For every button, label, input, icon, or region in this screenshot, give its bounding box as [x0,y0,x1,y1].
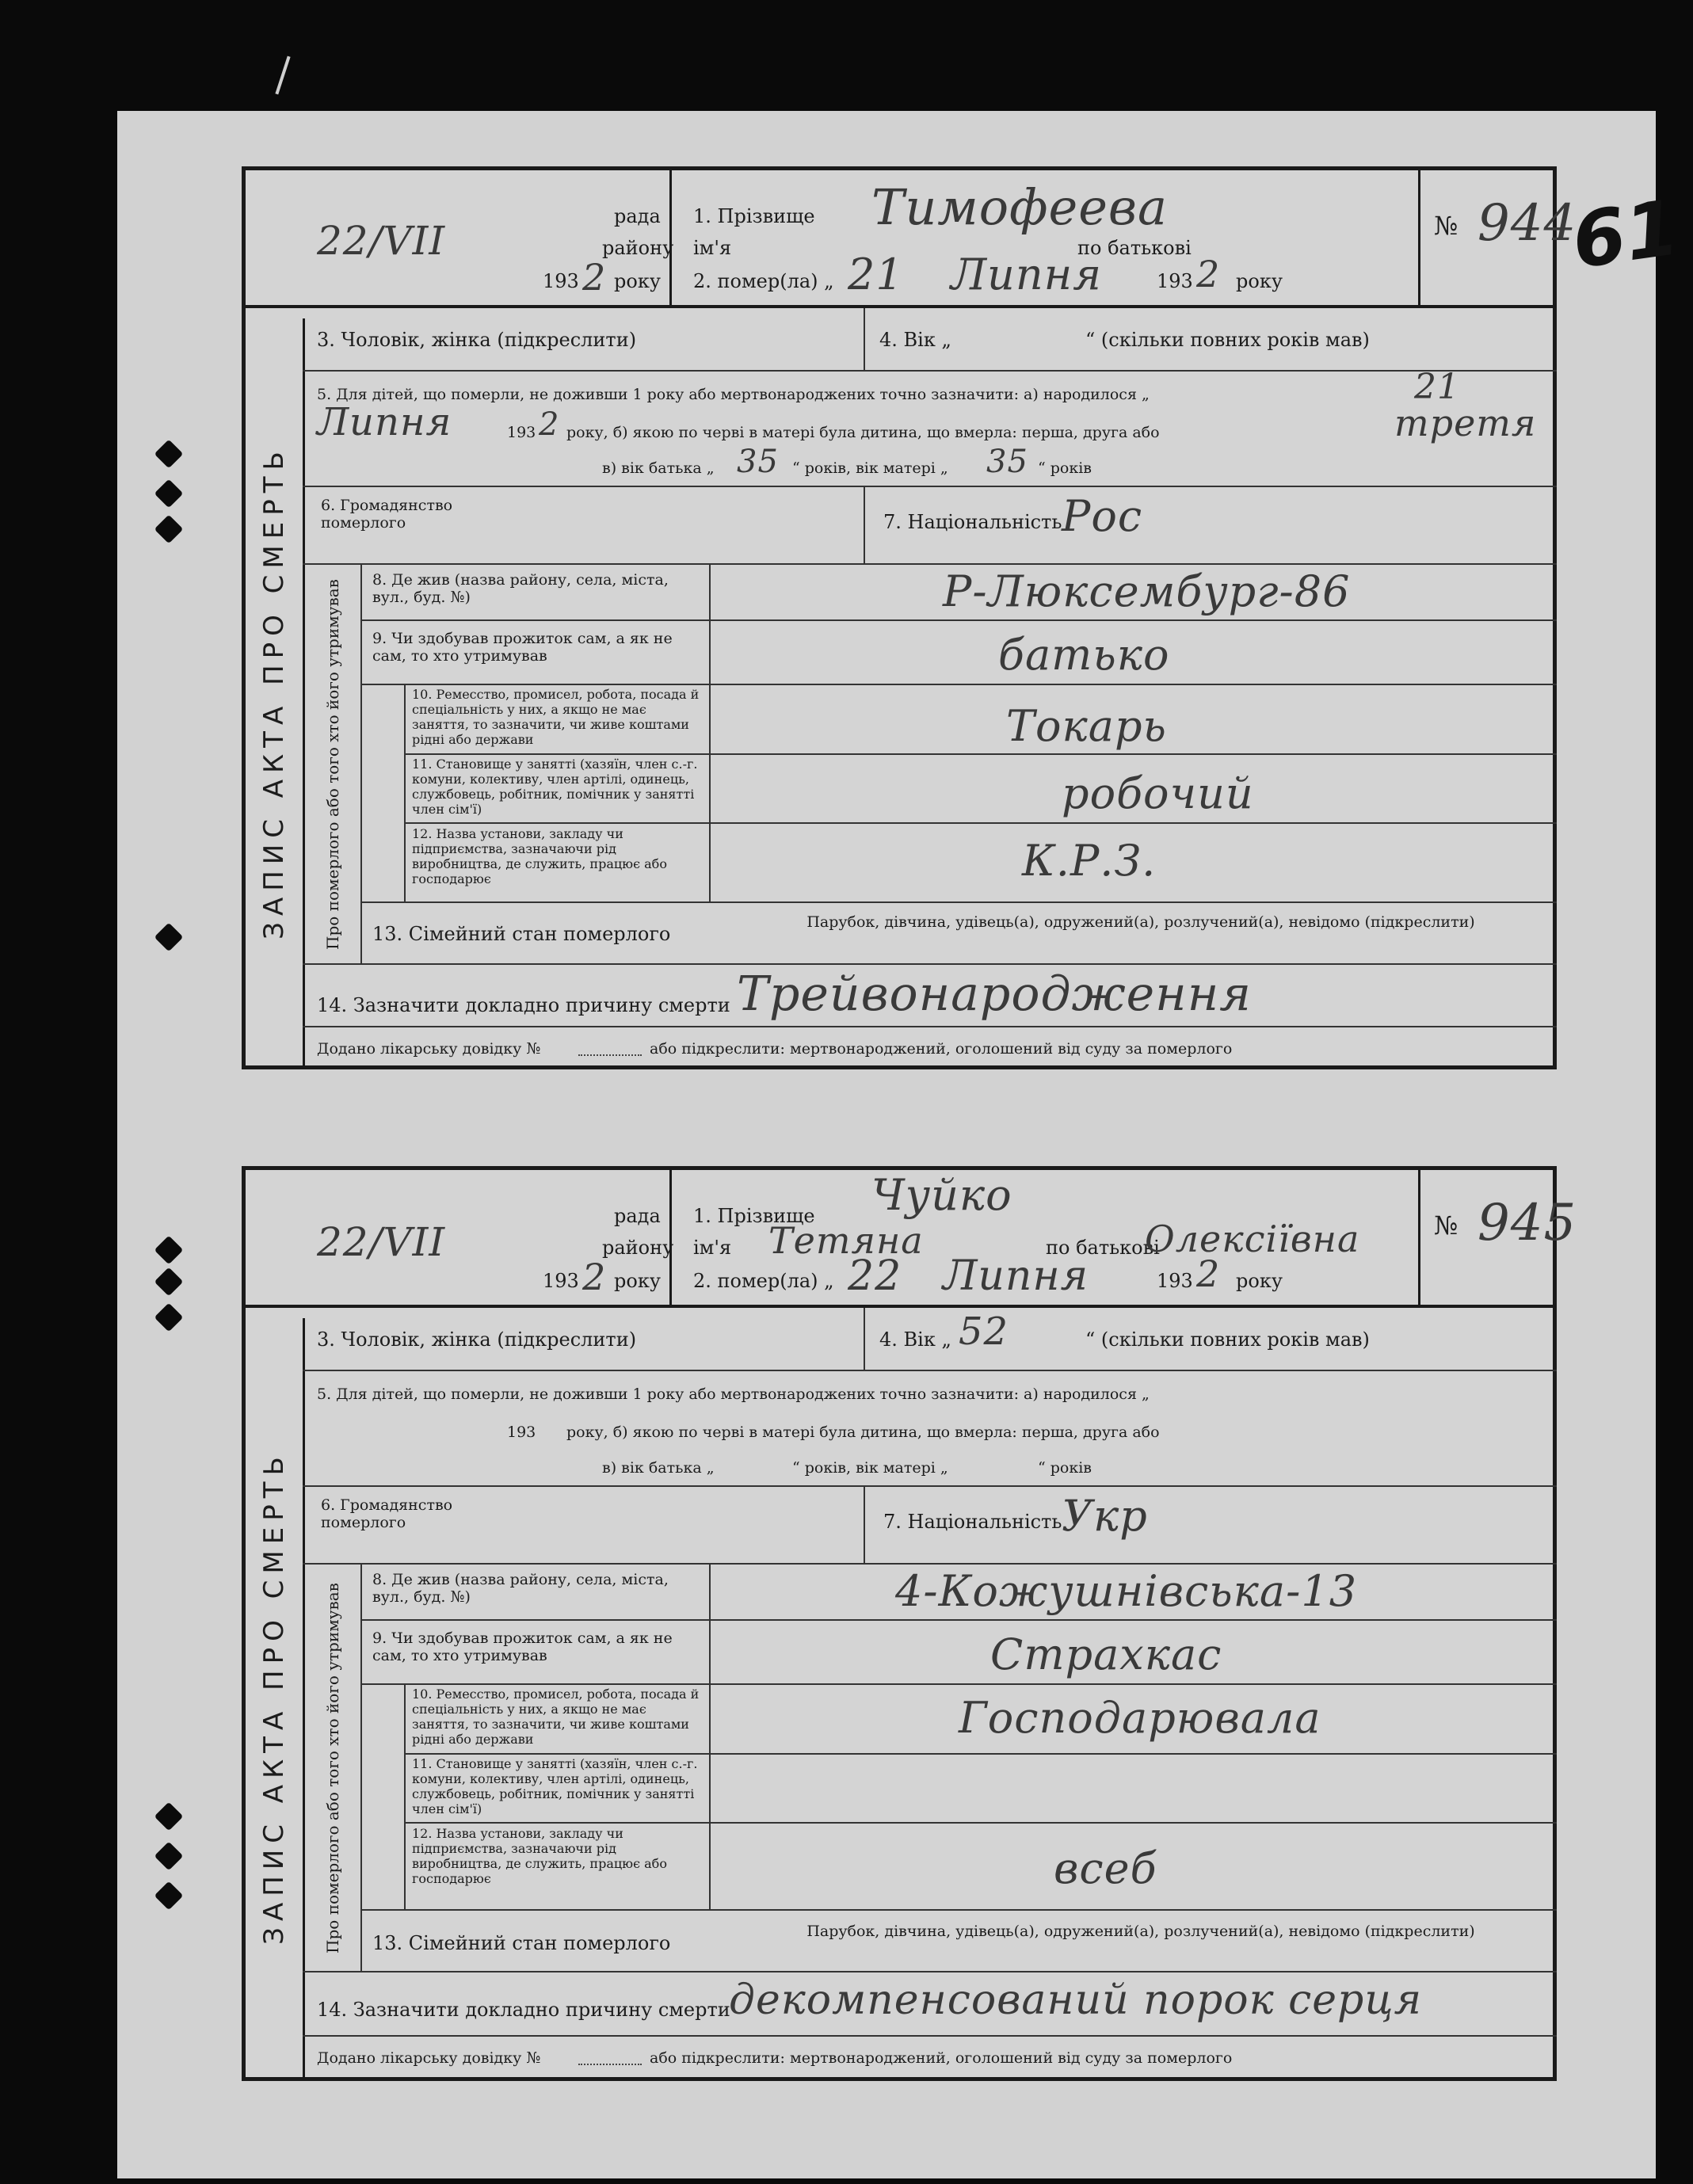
child-order: третя [1394,402,1537,444]
patronymic-value: Олексіївна [1145,1218,1360,1260]
occupation-value: Токарь [1006,701,1167,751]
died-label: 2. помер(ла) „ [693,1270,834,1292]
year-prefix: 193 [543,270,579,292]
father-age-label: в) вік батька „ [602,1459,715,1477]
residence-label: 8. Де жив (назва району, села, міста, вул., буд. №) [372,1571,669,1606]
died-year: 2 [1196,253,1221,295]
death-record-2 [242,1166,1577,2081]
surname-value: Тимофеева [871,178,1168,236]
born-year: 2 [539,406,560,443]
support-label: 9. Чи здобував прожиток сам, а як не сам, то хто утримував [372,630,673,665]
nationality-value: Рос [1062,491,1143,541]
nationality-value: Укр [1062,1491,1148,1541]
nationality-label: 7. Національність [883,511,1062,533]
residence-value: 4-Кожушнівська-13 [895,1566,1358,1616]
occupation-value: Господарювала [959,1693,1321,1743]
age-label: 4. Вік „ [879,1328,951,1351]
number-label: № [1434,1210,1458,1241]
children-line-2: року, б) якою по черві в матері була дитина, що вмерла: перша, друга або [566,424,1160,441]
given-name-value: Тетяна [768,1219,924,1262]
marital-label: 13. Сімейний стан померлого [372,923,671,945]
doctor-label: Додано лікарську довідку № [317,1040,541,1058]
page-number: 61 [1566,183,1684,286]
died-roku: року [1236,1270,1283,1292]
born-day: 21 [1414,367,1460,407]
age-hint: “ (скільки повних років мав) [1085,329,1370,351]
side-subtitle: Про померлого або того хто його утримував [323,1583,342,1953]
registration-date: 22/VII [317,1219,446,1265]
citizenship-label: 6. Громадянство померлого [321,497,453,532]
surname-label: 1. Прізвище [693,205,815,227]
occupation-label: 10. Ремесство, промисел, робота, посада й спеціальність у них, а якщо не має заняття, то зазначити, чи живе коштами рідні або держави [412,1687,700,1747]
cause-value: декомпенсований порок серця [729,1976,1423,2024]
death-record-1 [242,166,1577,1069]
died-month: Липня [951,250,1102,299]
employer-label: 12. Назва установи, закладу чи підприємства, зазначаючи рід виробництва, де служить, працює або господарює [412,1826,667,1886]
died-day: 21 [848,250,904,299]
number-label: № [1434,211,1458,241]
died-roku: року [1236,270,1283,292]
died-year-prefix: 193 [1157,270,1193,292]
employer-value: всеб [1054,1843,1157,1893]
registration-year: 2 [582,256,607,299]
mother-age-suffix: “ років [1038,1459,1092,1477]
died-year-prefix: 193 [1157,1270,1193,1292]
doctor-suffix: або підкреслити: мертвонароджений, оголошений від суду за померлого [650,2049,1233,2067]
mother-age: 35 [986,444,1028,480]
sex-label: 3. Чоловік, жінка (підкреслити) [317,329,637,351]
mother-age-suffix: “ років [1038,459,1092,477]
died-year: 2 [1196,1252,1221,1295]
father-age-suffix: “ років, вік матері „ [792,1459,948,1477]
support-value: Страхкас [990,1629,1222,1679]
status-label: 11. Становище у занятті (хазяїн, член с.-г. комуни, колективу, член артілі, одинець, службовець, робітник, помічник у занятті член сім'ї) [412,757,698,817]
born-month: Липня [317,400,452,444]
age-hint: “ (скільки повних років мав) [1085,1328,1370,1351]
died-label: 2. помер(ла) „ [693,270,834,292]
employer-label: 12. Назва установи, закладу чи підприємства, зазначаючи рід виробництва, де служить, працює або господарює [412,826,667,886]
vertical-title: ЗАПИС АКТА ПРО СМЕРТЬ [258,444,290,940]
roku-label: року [614,270,661,292]
residence-value: Р-Люксембург-86 [943,566,1351,616]
children-line-2: року, б) якою по черві в матері була дитина, що вмерла: перша, друга або [566,1424,1160,1441]
employer-value: К.Р.З. [1022,836,1157,886]
age-label: 4. Вік „ [879,329,951,351]
rayonu-label: району [602,1237,674,1259]
given-name-label: ім'я [693,1237,732,1259]
children-line-1: 5. Для дітей, що померли, не доживши 1 року або мертвонароджених точно зазначити: а) народилося „ [317,386,1150,403]
side-subtitle: Про померлого або того хто його утримував [323,579,342,950]
father-age: 35 [737,444,779,480]
residence-label: 8. Де жив (назва району, села, міста, вул., буд. №) [372,571,669,606]
roku-label: року [614,1270,661,1292]
occupation-label: 10. Ремесство, промисел, робота, посада й спеціальність у них, а якщо не має заняття, то зазначити, чи живе коштами рідні або держави [412,687,700,747]
doctor-label: Додано лікарську довідку № [317,2049,541,2067]
rada-label: рада [614,1205,661,1227]
marital-options: Парубок, дівчина, удівець(а), одружений(а), розлучений(а), невідомо (підкреслити) [806,913,1475,931]
record-number: 945 [1478,1194,1577,1252]
status-value: робочий [1062,768,1254,818]
marital-options: Парубок, дівчина, удівець(а), одружений(а), розлучений(а), невідомо (підкреслити) [806,1923,1475,1940]
support-value: батько [998,630,1170,680]
vertical-title: ЗАПИС АКТА ПРО СМЕРТЬ [258,1450,290,1945]
year-prefix: 193 [543,1270,579,1292]
children-line-1: 5. Для дітей, що померли, не доживши 1 року або мертвонароджених точно зазначити: а) народилося „ [317,1385,1150,1403]
father-age-suffix: “ років, вік матері „ [792,459,948,477]
rayonu-label: району [602,237,674,259]
born-year-prefix: 193 [507,424,536,441]
died-month: Липня [943,1252,1089,1300]
status-label: 11. Становище у занятті (хазяїн, член с.-г. комуни, колективу, член артілі, одинець, службовець, робітник, помічник у занятті член сім'ї) [412,1756,698,1816]
vertical-title-column [246,318,305,1065]
record-number: 944 [1478,194,1577,253]
cause-label: 14. Зазначити докладно причину смерти [317,1999,730,2021]
patronymic-label: по батькові [1046,1237,1160,1259]
father-age-label: в) вік батька „ [602,459,715,477]
doctor-suffix: або підкреслити: мертвонароджений, оголошений від суду за померлого [650,1040,1233,1058]
marital-label: 13. Сімейний стан померлого [372,1932,671,1954]
scan-mark [275,56,290,95]
cause-value: Трейвонародження [737,966,1252,1022]
age-value: 52 [959,1309,1009,1354]
registration-date: 22/VII [317,218,446,264]
support-label: 9. Чи здобував прожиток сам, а як не сам, то хто утримував [372,1629,673,1664]
registration-year: 2 [582,1256,607,1298]
patronymic-label: по батькові [1077,237,1192,259]
died-day: 22 [848,1252,902,1300]
rada-label: рада [614,205,661,227]
citizenship-label: 6. Громадянство померлого [321,1496,453,1531]
surname-label: 1. Прізвище [693,1205,815,1227]
given-name-label: ім'я [693,237,732,259]
born-year-prefix: 193 [507,1424,536,1441]
cause-label: 14. Зазначити докладно причину смерти [317,994,730,1016]
surname-value: Чуйко [871,1170,1012,1220]
nationality-label: 7. Національність [883,1511,1062,1533]
sex-label: 3. Чоловік, жінка (підкреслити) [317,1328,637,1351]
vertical-title-column [246,1318,305,2077]
